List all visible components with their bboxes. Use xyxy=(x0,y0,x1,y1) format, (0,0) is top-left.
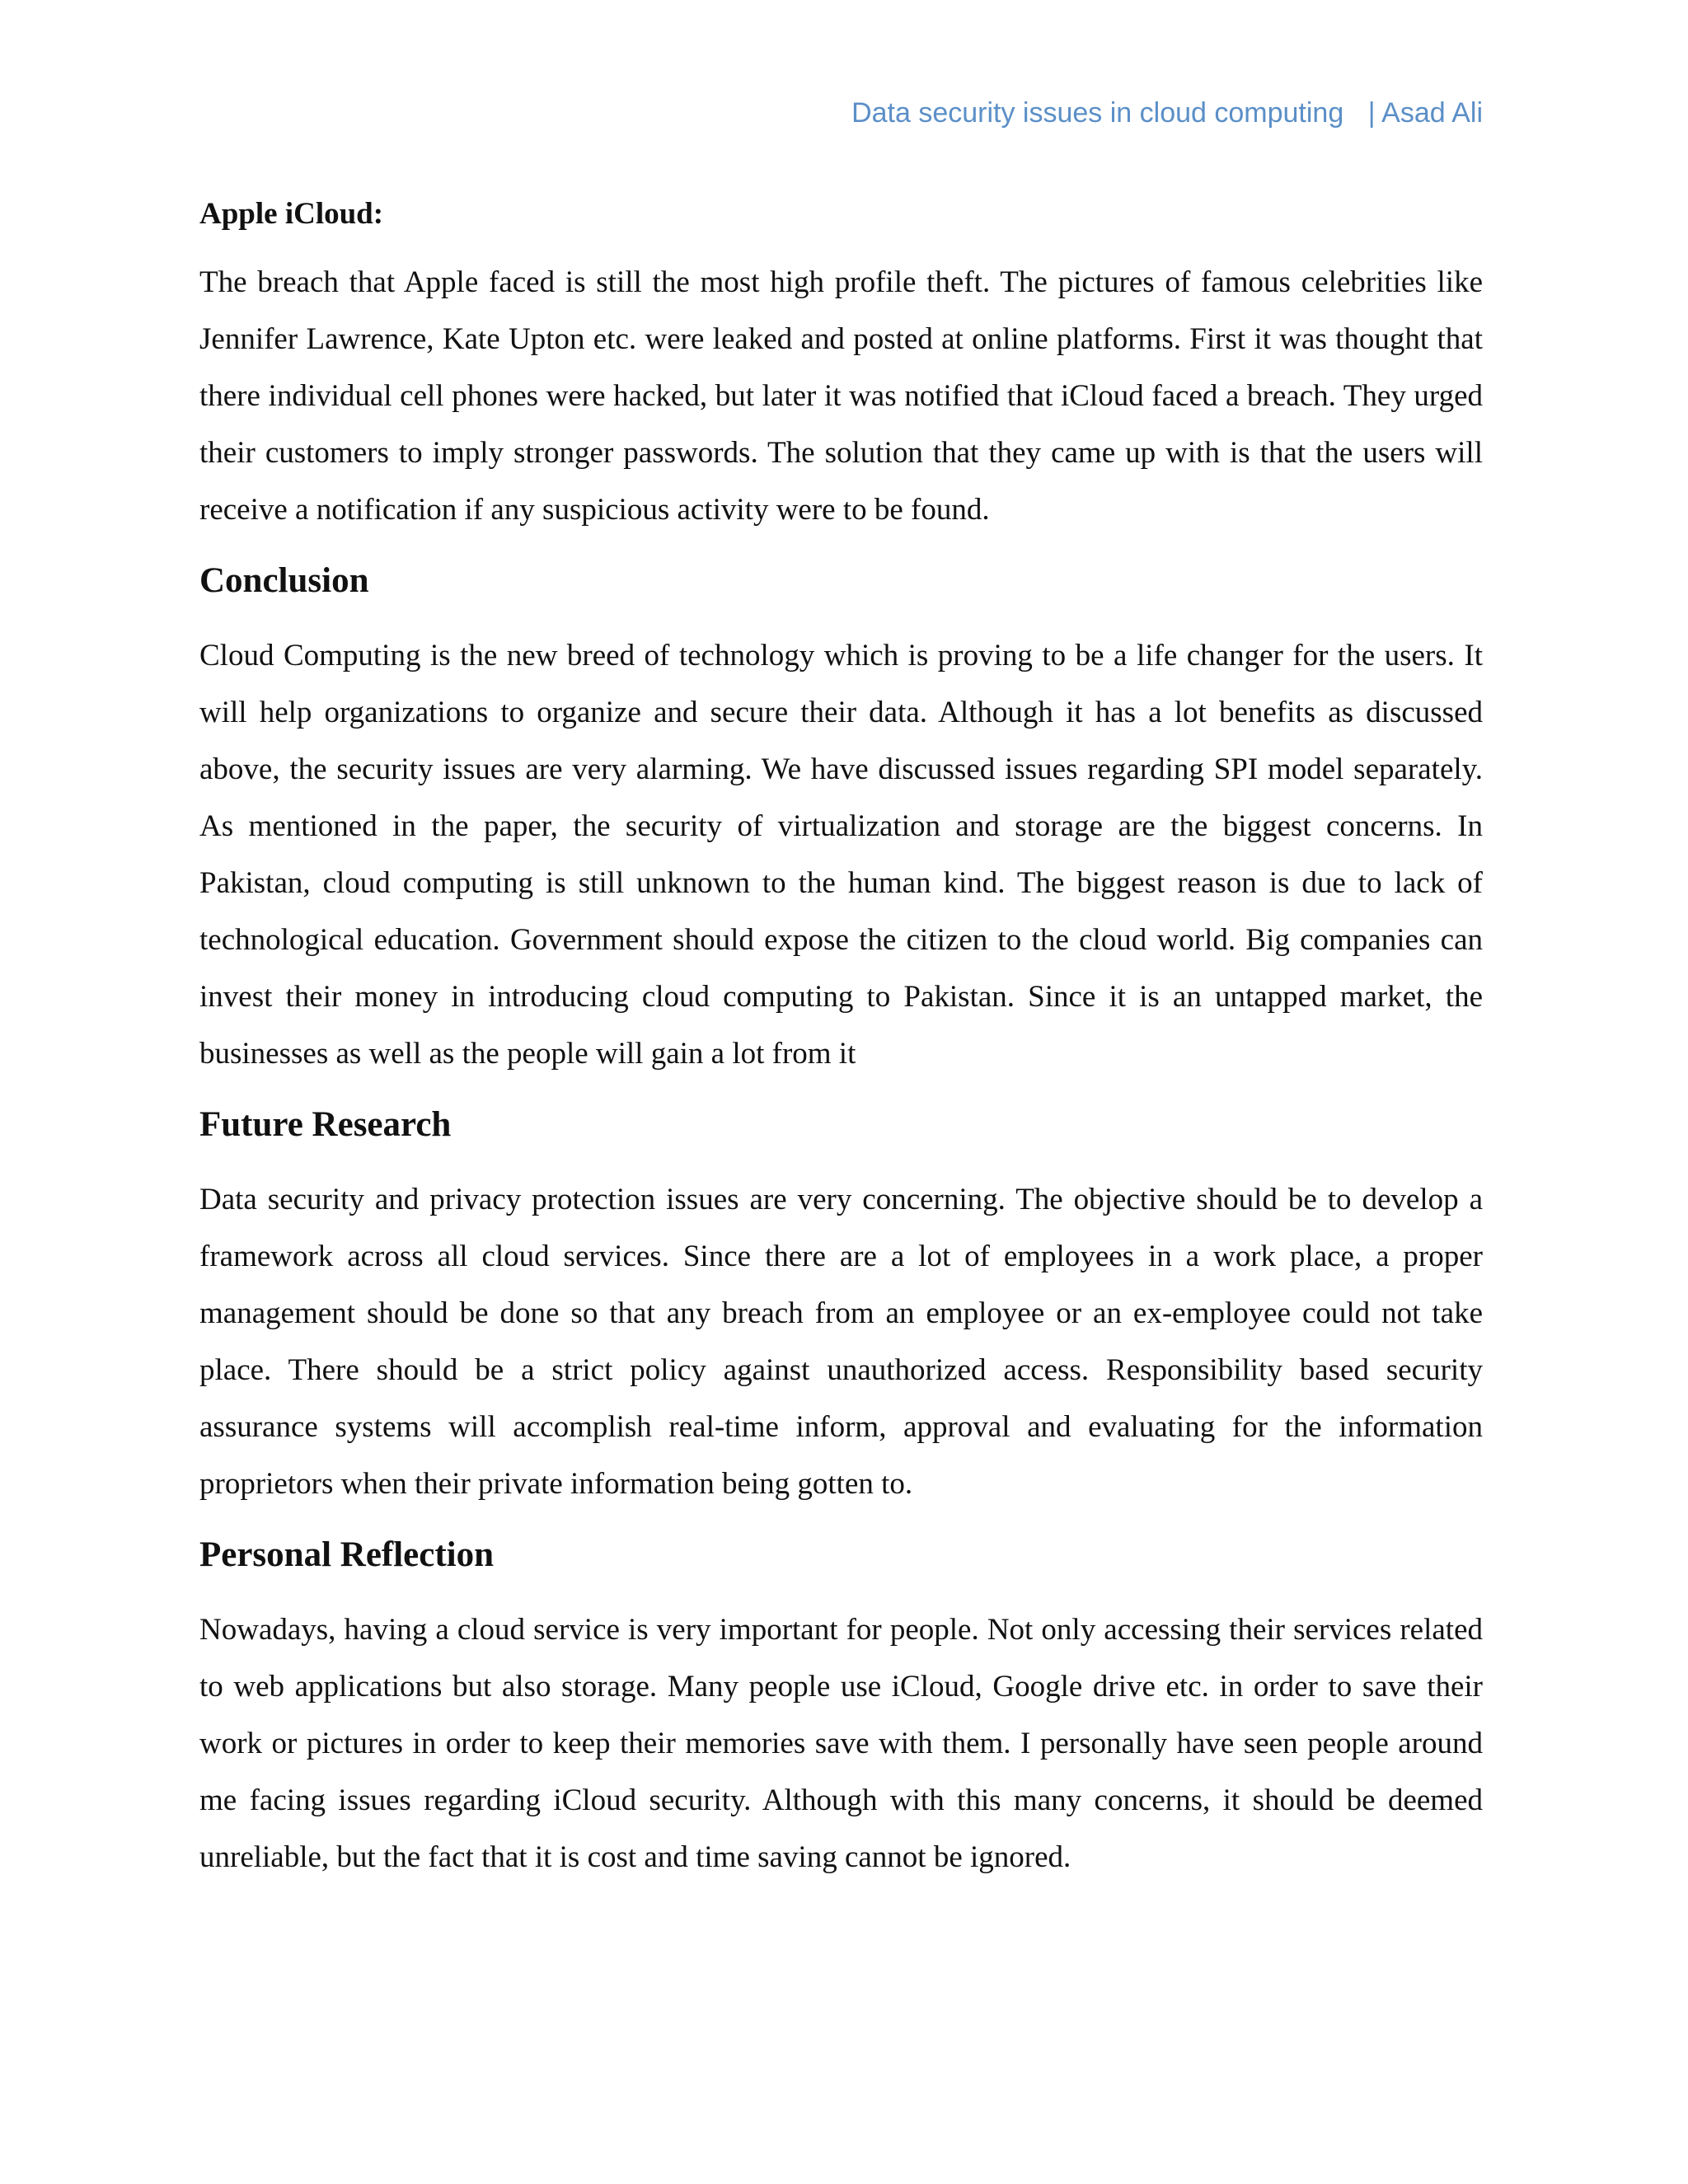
section-personal-reflection xyxy=(199,1532,1483,1886)
section-paragraph-conclusion: Cloud Computing is the new breed of technology which is proving to be a life changer for the users. It will help organizations to organize and secure their data. Although it has a lot benefits as discussed above, the security issues are very alarming. We have discussed issues regarding SPI model separately. As mentioned in the paper, the security of virtualization and storage are the biggest concerns. In Pakistan, cloud computing is still unknown to the human kind. The biggest reason is due to lack of technological education. Government should expose the citizen to the cloud world. Big companies can invest their money in introducing cloud computing to Pakistan. Since it is an untapped market, the businesses as well as the people will gain a lot from it xyxy=(199,638,1483,1071)
section-future-research xyxy=(199,1102,1483,1512)
header-author: Asad Ali xyxy=(1381,97,1483,129)
section-heading-apple-icloud: Apple iCloud: xyxy=(199,197,384,231)
section-apple-icloud xyxy=(199,194,1483,538)
section-conclusion xyxy=(199,558,1483,1082)
section-heading-conclusion: Conclusion xyxy=(199,561,369,601)
section-paragraph-apple-icloud: The breach that Apple faced is still the most high profile theft. The pictures of famous celebrities like Jennifer Lawrence, Kate Upton etc. were leaked and posted at online platforms. First it was thought that there individual cell phones were hacked, but later it was notified that iCloud faced a breach. They urged their customers to imply stronger passwords. The solution that they came up with is that the users will receive a notification if any suspicious activity were to be found. xyxy=(199,265,1483,527)
section-heading-future-research: Future Research xyxy=(199,1104,452,1144)
section-paragraph-personal-reflection: Nowadays, having a cloud service is very important for people. Not only accessing their services related to web applications but also storage. Many people use iCloud, Google drive etc. in order to save their work or pictures in order to keep their memories save with them. I personally have seen people around me facing issues regarding iCloud security. Although with this many concerns, it should be deemed unreliable, but the fact that it is cost and time saving cannot be ignored. xyxy=(199,1612,1483,1874)
header-separator: | xyxy=(1367,97,1376,129)
header-title: Data security issues in cloud computing xyxy=(851,97,1344,129)
section-heading-personal-reflection: Personal Reflection xyxy=(199,1535,495,1574)
section-paragraph-future-research: Data security and privacy protection issues are very concerning. The objective should be to develop a framework across all cloud services. Since there are a lot of employees in a work place, a proper management should be done so that any breach from an employee or an ex-employee could not take place. There should be a strict policy against unauthorized access. Responsibility based security assurance systems will accomplish real-time inform, approval and evaluating for the information proprietors when their private information being gotten to. xyxy=(199,1182,1483,1501)
running-header xyxy=(851,97,1483,129)
document-body xyxy=(199,194,1483,1905)
